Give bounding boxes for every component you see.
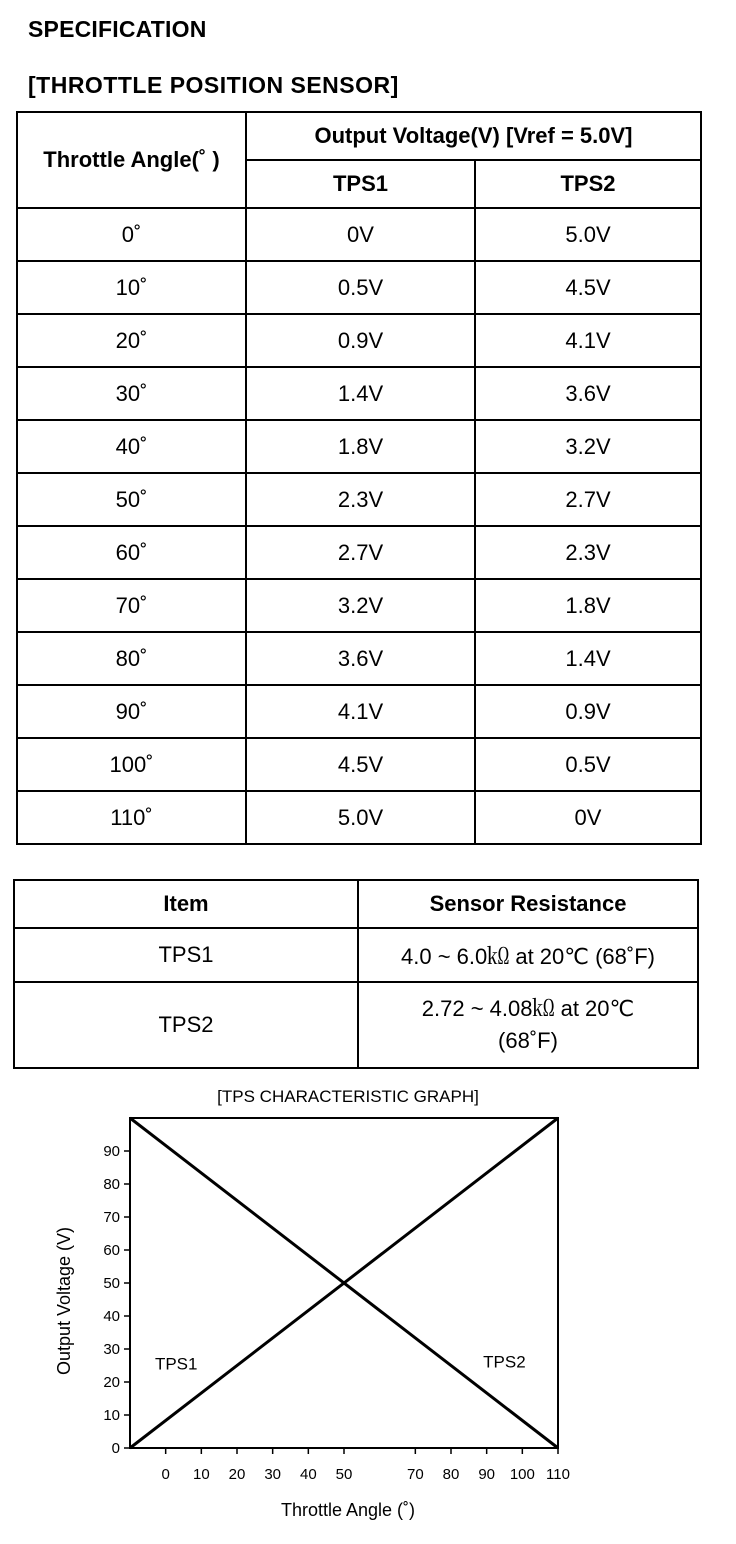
chart-svg — [0, 1076, 736, 1544]
resistance-value-text: 2.72 ~ 4.08㏀ at 20℃ (68˚F) — [421, 996, 635, 1053]
table-row — [17, 261, 701, 314]
tps2-voltage-cell: 2.3V — [475, 526, 701, 579]
tps2-voltage-cell: 3.6V — [475, 367, 701, 420]
y-tick-label: 70 — [103, 1209, 120, 1226]
y-tick-label: 20 — [103, 1374, 120, 1391]
series-label-tps1: TPS1 — [154, 1354, 198, 1374]
table-row — [17, 526, 701, 579]
tps1-voltage-cell: 4.5V — [246, 738, 475, 791]
x-tick-label: 70 — [406, 1466, 424, 1483]
angle-cell: 50˚ — [17, 473, 246, 526]
page-heading: SPECIFICATION — [28, 16, 207, 42]
y-tick-label: 50 — [103, 1275, 120, 1292]
section-heading: [THROTTLE POSITION SENSOR] — [28, 72, 399, 98]
angle-cell: 80˚ — [17, 632, 246, 685]
table-row — [17, 367, 701, 420]
y-tick-label: 40 — [103, 1308, 120, 1325]
chart-title: [TPS CHARACTERISTIC GRAPH] — [217, 1087, 479, 1106]
header-output-voltage: Output Voltage(V) [Vref = 5.0V] — [246, 112, 701, 160]
x-tick-label: 50 — [335, 1466, 353, 1483]
x-axis-label: Throttle Angle (˚) — [280, 1500, 416, 1520]
tps1-voltage-cell: 2.7V — [246, 526, 475, 579]
tps2-voltage-cell: 1.4V — [475, 632, 701, 685]
tps1-voltage-cell: 4.1V — [246, 685, 475, 738]
tps1-voltage-cell: 1.8V — [246, 420, 475, 473]
tps2-voltage-cell: 4.5V — [475, 261, 701, 314]
tps1-voltage-cell: 0.9V — [246, 314, 475, 367]
tps1-voltage-cell: 0V — [246, 208, 475, 261]
x-tick-label: 30 — [264, 1466, 282, 1483]
table-row — [17, 685, 701, 738]
table-row — [14, 928, 698, 982]
x-tick-label: 10 — [192, 1466, 210, 1483]
y-tick-label: 10 — [103, 1407, 120, 1424]
sensor-resistance-table — [13, 879, 699, 1069]
angle-cell: 70˚ — [17, 579, 246, 632]
tps-voltage-table — [16, 111, 702, 845]
header-tps1: TPS1 — [246, 160, 475, 208]
angle-cell: 110˚ — [17, 791, 246, 844]
y-tick-label: 90 — [103, 1143, 120, 1160]
tps2-voltage-cell: 0.5V — [475, 738, 701, 791]
table-row — [17, 473, 701, 526]
y-tick-label: 0 — [111, 1440, 120, 1457]
table-row — [17, 420, 701, 473]
table-row — [17, 579, 701, 632]
resistance-item-cell: TPS1 — [14, 928, 358, 982]
table-row — [17, 738, 701, 791]
header-item: Item — [14, 880, 358, 928]
x-tick-label: 90 — [478, 1466, 496, 1483]
table-header-row — [14, 880, 698, 928]
tps2-voltage-cell: 0V — [475, 791, 701, 844]
table-header-row — [17, 112, 701, 160]
x-tick-label: 20 — [228, 1466, 246, 1483]
x-tick-label: 80 — [442, 1466, 460, 1483]
tps1-voltage-cell: 5.0V — [246, 791, 475, 844]
y-tick-label: 30 — [103, 1341, 120, 1358]
y-tick-label: 80 — [103, 1176, 120, 1193]
tps2-voltage-cell: 4.1V — [475, 314, 701, 367]
x-tick-label: 40 — [299, 1466, 317, 1483]
tps2-voltage-cell: 1.8V — [475, 579, 701, 632]
header-tps2: TPS2 — [475, 160, 701, 208]
tps1-voltage-cell: 3.2V — [246, 579, 475, 632]
tps2-voltage-cell: 5.0V — [475, 208, 701, 261]
angle-cell: 30˚ — [17, 367, 246, 420]
angle-cell: 40˚ — [17, 420, 246, 473]
resistance-value-cell: 4.0 ~ 6.0㏀ at 20℃ (68˚F) — [358, 928, 698, 982]
tps2-voltage-cell: 2.7V — [475, 473, 701, 526]
angle-cell: 100˚ — [17, 738, 246, 791]
y-axis-label: Output Voltage (V) — [54, 1226, 74, 1376]
angle-cell: 0˚ — [17, 208, 246, 261]
angle-cell: 90˚ — [17, 685, 246, 738]
angle-cell: 60˚ — [17, 526, 246, 579]
x-tick-label: 100 — [509, 1466, 535, 1483]
resistance-value-cell — [358, 982, 698, 1068]
header-sensor-resistance: Sensor Resistance — [358, 880, 698, 928]
header-throttle-angle: Throttle Angle(˚ ) — [17, 112, 246, 208]
tps-characteristic-graph — [0, 1076, 736, 1544]
tps1-voltage-cell: 0.5V — [246, 261, 475, 314]
tps2-voltage-cell: 3.2V — [475, 420, 701, 473]
tps1-voltage-cell: 1.4V — [246, 367, 475, 420]
table-row — [17, 314, 701, 367]
table-row — [14, 982, 698, 1068]
angle-cell: 20˚ — [17, 314, 246, 367]
x-tick-label: 0 — [161, 1466, 170, 1483]
y-tick-label: 60 — [103, 1242, 120, 1259]
table-row — [17, 632, 701, 685]
tps1-voltage-cell: 2.3V — [246, 473, 475, 526]
table-row — [17, 791, 701, 844]
x-tick-label: 110 — [546, 1466, 570, 1483]
table-row — [17, 208, 701, 261]
resistance-item-cell: TPS2 — [14, 982, 358, 1068]
tps1-voltage-cell: 3.6V — [246, 632, 475, 685]
tps2-voltage-cell: 0.9V — [475, 685, 701, 738]
series-label-tps2: TPS2 — [483, 1352, 526, 1372]
angle-cell: 10˚ — [17, 261, 246, 314]
